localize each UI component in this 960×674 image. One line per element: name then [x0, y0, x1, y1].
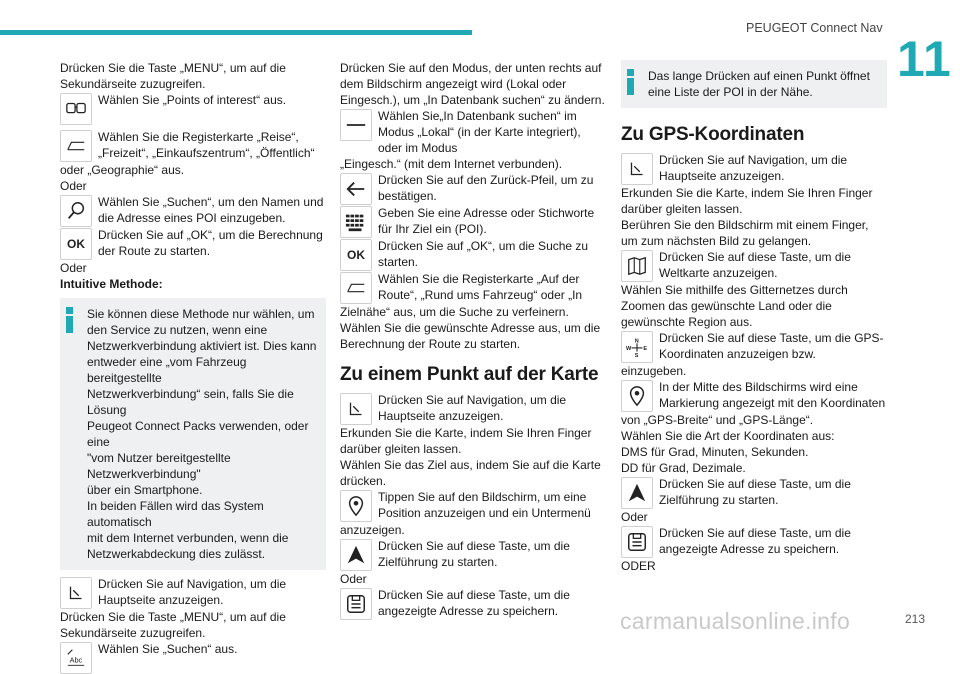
row-text: Drücken Sie auf den Zurück-Pfeil, um zu bestätigen. [378, 173, 594, 203]
info-line: "vom Nutzer bereitgestellte Netzwerkverbindung" [87, 451, 231, 481]
icon-row [60, 641, 326, 674]
paragraph: Zielnähe“ aus, um die Suche zu verfeinern. [340, 305, 569, 319]
ok-label: OK [67, 237, 85, 251]
paragraph: Wählen Sie die Art der Koordinaten aus: [621, 429, 835, 443]
info-box [621, 60, 887, 108]
icon-row [340, 205, 608, 238]
paragraph: von „GPS-Breite“ und „GPS-Länge“. [621, 413, 814, 427]
ok-label: OK [347, 248, 365, 262]
row-text: Drücken Sie auf „OK“, um die Suche zu starten. [378, 239, 589, 269]
row-text: In der Mitte des Bildschirms wird eine Markierung angezeigt mit den Koordinaten [659, 380, 886, 410]
paragraph: anzuzeigen. [340, 523, 405, 537]
running-header: PEUGEOT Connect Nav [746, 21, 883, 35]
map-pin-icon [340, 490, 372, 522]
keyboard-search-icon [60, 642, 92, 674]
compass-s: S [634, 353, 639, 358]
row-text: Drücken Sie auf „OK“, um die Berechnung der Route zu starten. [98, 228, 323, 258]
icon-row [60, 194, 326, 227]
paragraph: Erkunden Sie die Karte, indem Sie Ihren Finger darüber gleiten lassen. [340, 426, 592, 456]
info-line: Netzwerkabdeckung dies zulässt. [87, 547, 266, 561]
row-text: Wählen Sie „Suchen“ aus. [98, 642, 238, 656]
compass-e: E [643, 345, 648, 352]
row-text: Tippen Sie auf den Bildschirm, um eine Position anzuzeigen und ein Untermenü [378, 490, 591, 520]
paragraph: ODER [621, 559, 656, 573]
info-line: Netzwerkverbindung“ sein, falls Sie die Lösung [87, 387, 294, 417]
subheading-text: Intuitive Methode: [60, 277, 163, 291]
info-line: Peugeot Connect Packs verwenden, oder eine [87, 419, 309, 449]
info-text: Das lange Drücken auf einen Punkt öffnet eine Liste der POI in der Nähe. [648, 69, 870, 99]
section-heading: Zu einem Punkt auf der Karte [340, 364, 599, 385]
compass-n: N [634, 338, 639, 345]
tab-icon [340, 272, 372, 304]
icon-row [340, 538, 608, 571]
instruction-text: Wählen Sie „Points of interest“ aus. [98, 93, 287, 107]
row-text: Drücken Sie auf Navigation, um die Hauptseite anzuzeigen. [659, 153, 848, 183]
info-line: Netzwerkverbindung aktiviert ist. Dies kann [87, 339, 317, 353]
paragraph: Oder [60, 261, 87, 275]
info-line: entweder eine „vom Fahrzeug bereitgestellte [87, 355, 247, 385]
info-line: über ein Smartphone. [87, 483, 203, 497]
row-text: Drücken Sie auf diese Taste, um die GPS-Koordinaten anzuzeigen bzw. [659, 331, 884, 361]
icon-row [340, 238, 608, 271]
section-heading: Zu GPS-Koordinaten [621, 124, 805, 145]
world-map-icon [621, 250, 653, 282]
icon-row [60, 576, 326, 609]
info-text [87, 306, 318, 562]
row-text: Drücken Sie auf Navigation, um die Hauptseite anzuzeigen. [98, 577, 287, 607]
row-text: Drücken Sie auf diese Taste, um die angezeigte Adresse zu speichern. [378, 588, 570, 618]
row-text [98, 92, 326, 108]
save-icon [621, 526, 653, 558]
paragraph: oder „Geographie“ aus. [60, 163, 185, 177]
icon-row [60, 129, 326, 162]
paragraph: Oder [340, 572, 367, 586]
column-2 [340, 60, 608, 620]
navigation-icon [340, 393, 372, 425]
icon-row [340, 271, 608, 304]
row-text: Wählen Sie die Registerkarte „Auf der Route“, „Rund ums Fahrzeug“ oder „In [378, 272, 583, 302]
row-text: Drücken Sie auf Navigation, um die Hauptseite anzuzeigen. [378, 393, 567, 423]
paragraph: Drücken Sie die Taste „MENU“, um auf die Sekundärseite zuzugreifen. [60, 61, 286, 91]
icon-row [621, 249, 887, 282]
column-3 [621, 60, 887, 574]
icon-row [621, 330, 887, 363]
info-line: mit dem Internet verbunden, wenn die [87, 531, 289, 545]
paragraph: Oder [60, 179, 87, 193]
column-1 [60, 60, 326, 674]
paragraph: Oder [621, 510, 648, 524]
row-text: Geben Sie eine Adresse oder Stichworte für Ihr Ziel ein (POI). [378, 206, 595, 236]
page-number: 213 [905, 612, 926, 626]
paragraph: Drücken Sie die Taste „MENU“, um auf die Sekundärseite zuzugreifen. [60, 610, 286, 640]
save-icon [340, 588, 372, 620]
info-line: In beiden Fällen wird das System automatisch [87, 499, 264, 529]
navigation-icon [621, 153, 653, 185]
back-arrow-icon [340, 173, 372, 205]
paragraph: Erkunden Sie die Karte, indem Sie Ihren Finger darüber gleiten lassen. [621, 186, 873, 216]
icon-row [340, 108, 608, 156]
tab-icon [60, 130, 92, 162]
ok-icon [340, 239, 372, 271]
chapter-number: 11 [897, 31, 952, 87]
guidance-arrow-icon [340, 539, 372, 571]
paragraph: „Eingesch.“ (mit dem Internet verbunden). [340, 157, 563, 171]
icon-row [340, 172, 608, 205]
row-text: Wählen Sie die Registerkarte „Reise“, „Freizeit“, „Einkaufszentrum“, „Öffentlich“ [98, 130, 315, 160]
icon-row [621, 476, 887, 509]
navigation-icon [60, 577, 92, 609]
row-text: Wählen Sie„In Datenbank suchen“ im Modus „Lokal“ (in der Karte integriert), oder im Modus [378, 109, 581, 155]
subheading [60, 276, 326, 292]
paragraph: einzugeben. [621, 364, 687, 378]
icon-row [621, 525, 887, 558]
info-box [60, 298, 326, 570]
watermark: carmanualsonline.info [620, 608, 851, 634]
icon-row [340, 489, 608, 522]
row-text: Drücken Sie auf diese Taste, um die angezeigte Adresse zu speichern. [659, 526, 851, 556]
info-icon [66, 307, 75, 562]
row-text: Wählen Sie „Suchen“, um den Namen und die Adresse eines POI einzugeben. [98, 195, 324, 225]
compass-w: W [626, 345, 632, 352]
header-accent-bar [0, 30, 472, 35]
mode-icon [340, 109, 372, 141]
icon-row [621, 152, 887, 185]
row-text: Drücken Sie auf diese Taste, um die Weltkarte anzuzeigen. [659, 250, 851, 280]
map-pin-icon [621, 380, 653, 412]
search-icon [60, 195, 92, 227]
paragraph: Berühren Sie den Bildschirm mit einem Finger, um zum nächsten Bild zu gelangen. [621, 218, 869, 248]
paragraph: Wählen Sie mithilfe des Gitternetzes durch Zoomen das gewünschte Land oder die gewünschte Region aus. [621, 283, 848, 329]
icon-row [60, 227, 326, 260]
paragraph: Drücken Sie auf den Modus, der unten rechts auf dem Bildschirm angezeigt wird (Lokal oder Eingesch.), um „In Datenbank suchen“ zu ändern. [340, 61, 605, 107]
info-line: Sie können diese Methode nur wählen, um [87, 307, 315, 321]
paragraph: Wählen Sie die gewünschte Adresse aus, um die Berechnung der Route zu starten. [340, 321, 601, 351]
icon-row [60, 92, 326, 125]
icon-row [340, 392, 608, 425]
paragraph: DMS für Grad, Minuten, Sekunden. [621, 445, 809, 459]
ok-icon [60, 228, 92, 260]
abc-label: Abc [69, 655, 83, 665]
keyboard-icon [340, 206, 372, 238]
poi-icon [60, 93, 92, 125]
info-icon [627, 69, 636, 100]
row-text: Drücken Sie auf diese Taste, um die Zielführung zu starten. [659, 477, 851, 507]
paragraph: DD für Grad, Dezimale. [621, 461, 746, 475]
icon-row [340, 587, 608, 620]
row-text: Drücken Sie auf diese Taste, um die Zielführung zu starten. [378, 539, 570, 569]
compass-icon [621, 331, 653, 363]
info-line: den Service zu nutzen, wenn eine [87, 323, 268, 337]
paragraph: Wählen Sie das Ziel aus, indem Sie auf die Karte drücken. [340, 458, 601, 488]
guidance-arrow-icon [621, 477, 653, 509]
icon-row [621, 379, 887, 412]
